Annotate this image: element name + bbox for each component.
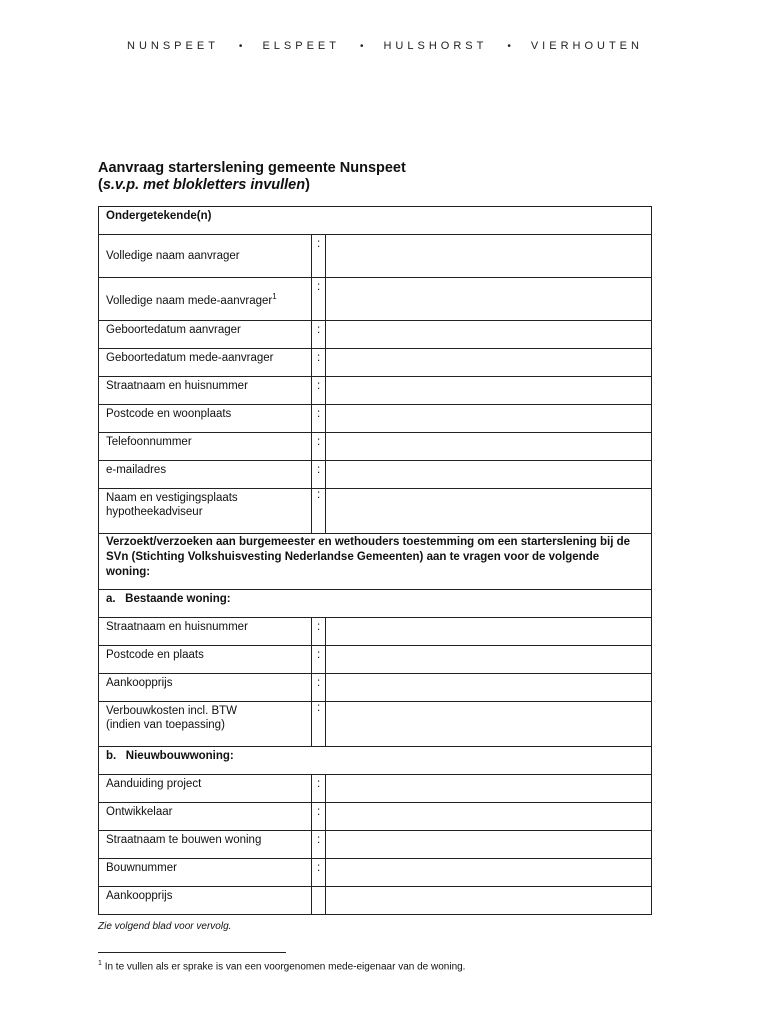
section-heading: a. Bestaande woning: <box>99 590 652 618</box>
colon: : <box>312 775 326 803</box>
title-line: Aanvraag starterslening gemeente Nunspeet <box>98 160 406 176</box>
section-heading-applicants <box>99 207 652 235</box>
colon: : <box>312 646 326 674</box>
email-field[interactable] <box>326 461 652 489</box>
footnote-marker: 1 <box>272 291 277 301</box>
field-label: Geboortedatum mede-aanvrager <box>99 349 312 377</box>
field-label: Volledige naam aanvrager <box>99 235 312 278</box>
existing-postcode-field[interactable] <box>326 646 652 674</box>
field-label: e-mailadres <box>99 461 312 489</box>
form-row <box>99 775 652 803</box>
colon: : <box>312 489 326 534</box>
footnote <box>98 960 465 972</box>
colon: : <box>312 702 326 747</box>
project-field[interactable] <box>326 775 652 803</box>
form-row <box>99 646 652 674</box>
separator-dot: • <box>507 41 511 52</box>
existing-street-field[interactable] <box>326 618 652 646</box>
form-row <box>99 321 652 349</box>
field-label: Straatnaam en huisnummer <box>99 618 312 646</box>
form-row <box>99 674 652 702</box>
form-row <box>99 618 652 646</box>
place-vierhouten: VIERHOUTEN <box>530 40 643 52</box>
birthdate-applicant-field[interactable] <box>326 321 652 349</box>
phone-field[interactable] <box>326 433 652 461</box>
street-address-field[interactable] <box>326 377 652 405</box>
form-row <box>99 349 652 377</box>
section-heading: Ondergetekende(n) <box>99 207 652 235</box>
birthdate-co-applicant-field[interactable] <box>326 349 652 377</box>
letterhead-places <box>0 40 770 52</box>
newbuild-street-field[interactable] <box>326 831 652 859</box>
form-row <box>99 377 652 405</box>
section-heading-existing <box>99 590 652 618</box>
form-row <box>99 489 652 534</box>
field-label: Bouwnummer <box>99 859 312 887</box>
colon: : <box>312 321 326 349</box>
field-label: Postcode en woonplaats <box>99 405 312 433</box>
colon: : <box>312 803 326 831</box>
renovation-costs-field[interactable] <box>326 702 652 747</box>
field-label: Geboortedatum aanvrager <box>99 321 312 349</box>
building-number-field[interactable] <box>326 859 652 887</box>
section-heading: b. Nieuwbouwwoning: <box>99 747 652 775</box>
field-label: Aankoopprijs <box>99 887 312 915</box>
field-label: Straatnaam en huisnummer <box>99 377 312 405</box>
colon: : <box>312 831 326 859</box>
form-row <box>99 803 652 831</box>
place-hulshorst: HULSHORST <box>383 40 488 52</box>
form-row <box>99 405 652 433</box>
paren-close: ) <box>305 177 310 193</box>
form-row <box>99 433 652 461</box>
mortgage-advisor-field[interactable] <box>326 489 652 534</box>
field-label: Naam en vestigingsplaats hypotheekadviseur <box>99 489 312 534</box>
full-name-applicant-field[interactable] <box>326 235 652 278</box>
colon <box>312 887 326 915</box>
footnote-text: In te vullen als er sprake is van een voorgenomen mede-eigenaar van de woning. <box>104 961 466 973</box>
field-label: Aanduiding project <box>99 775 312 803</box>
developer-field[interactable] <box>326 803 652 831</box>
footnote-number: 1 <box>98 960 102 967</box>
paren-open: ( <box>98 177 103 193</box>
field-label: Volledige naam mede-aanvrager$^1$ <box>99 278 312 321</box>
form-row <box>99 831 652 859</box>
field-label: Telefoonnummer <box>99 433 312 461</box>
application-form <box>98 206 652 915</box>
full-name-co-applicant-field[interactable] <box>326 278 652 321</box>
colon: : <box>312 859 326 887</box>
colon: : <box>312 618 326 646</box>
continue-note: Zie volgend blad voor vervolg. <box>98 921 232 932</box>
field-label: Straatnaam te bouwen woning <box>99 831 312 859</box>
form-row <box>99 859 652 887</box>
place-elspeet: ELSPEET <box>262 40 340 52</box>
existing-price-field[interactable] <box>326 674 652 702</box>
request-statement: Verzoekt/verzoeken aan burgemeester en wethouders toestemming om een starterslening bij de SVn (Stichting Volkshuisvesting Nederlandse Gemeenten) aan te vragen voor de volgende woning: <box>99 534 652 590</box>
section-heading-newbuild <box>99 747 652 775</box>
instruction-italic: s.v.p. met blokletters invullen <box>102 177 306 193</box>
colon: : <box>312 278 326 321</box>
document-title <box>98 160 406 194</box>
field-label: Aankoopprijs <box>99 674 312 702</box>
colon: : <box>312 405 326 433</box>
footnote-divider <box>98 952 286 953</box>
form-row <box>99 235 652 278</box>
form-row <box>99 461 652 489</box>
colon: : <box>312 461 326 489</box>
postcode-city-field[interactable] <box>326 405 652 433</box>
field-label: Ontwikkelaar <box>99 803 312 831</box>
form-row <box>99 702 652 747</box>
colon: : <box>312 433 326 461</box>
place-nunspeet: NUNSPEET <box>127 40 219 52</box>
title-instruction <box>98 177 406 194</box>
request-statement-row <box>99 534 652 590</box>
form-row <box>99 887 652 915</box>
separator-dot: • <box>359 41 364 52</box>
separator-dot: • <box>238 41 243 52</box>
field-label: Postcode en plaats <box>99 646 312 674</box>
colon: : <box>312 349 326 377</box>
field-label: Verbouwkosten incl. BTW (indien van toepassing) <box>99 702 312 747</box>
newbuild-price-field[interactable] <box>326 887 652 915</box>
colon: : <box>312 377 326 405</box>
form-row <box>99 278 652 321</box>
colon: : <box>312 674 326 702</box>
colon: : <box>312 235 326 278</box>
